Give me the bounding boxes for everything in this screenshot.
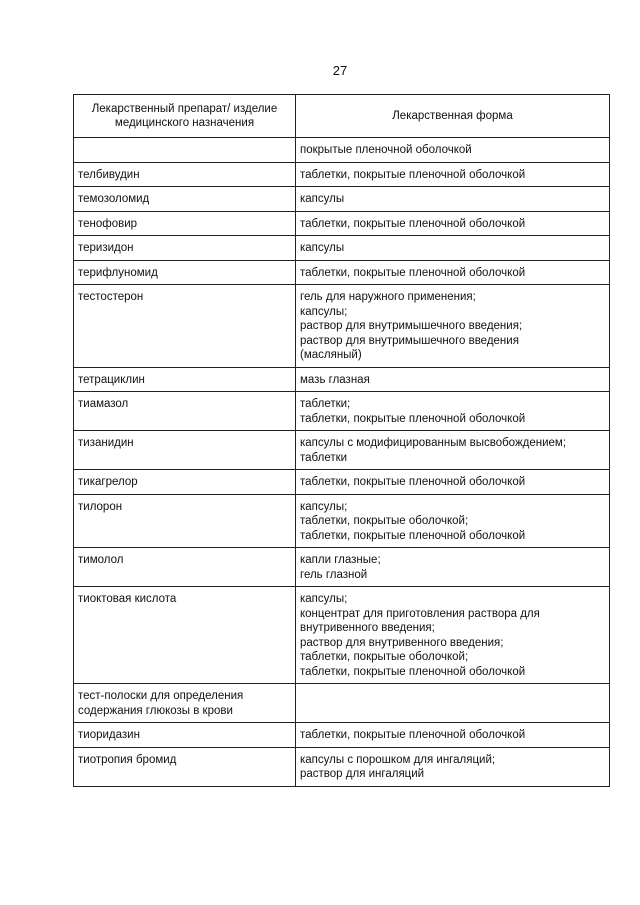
header-dosage-form: Лекарственная форма: [296, 95, 610, 138]
dosage-form-cell: [296, 587, 610, 684]
dosage-form-line: таблетки, покрытые пленочной оболочкой: [300, 476, 526, 488]
dosage-form-line: таблетки, покрытые пленочной оболочкой: [300, 729, 526, 741]
dosage-form-line: покрытые пленочной оболочкой: [300, 144, 472, 156]
dosage-form-line: таблетки, покрытые пленочной оболочкой: [300, 266, 526, 279]
table-header-row: [74, 95, 610, 138]
table-row: [74, 723, 610, 748]
dosage-form-cell: [296, 747, 610, 786]
table-row: [74, 747, 610, 786]
drug-name-cell: тимолол: [74, 548, 296, 587]
dosage-form-line: мазь глазная: [300, 373, 370, 386]
table-row: [74, 470, 610, 495]
dosage-form-cell: [296, 162, 610, 187]
dosage-form-cell: [296, 211, 610, 236]
drug-name-cell: тикагрелор: [74, 470, 296, 495]
drug-name-cell: тетрациклин: [74, 367, 296, 392]
table-row: [74, 392, 610, 431]
drug-name-cell: тиотропия бромид: [74, 747, 296, 786]
table-row: [74, 684, 610, 723]
dosage-form-line: раствор для внутримышечного введения: [300, 334, 519, 347]
dosage-form-line: таблетки;: [300, 398, 351, 410]
drug-name-cell: тенофовир: [74, 211, 296, 236]
table-row: [74, 187, 610, 212]
dosage-form-line: таблетки, покрытые пленочной оболочкой: [300, 665, 526, 678]
dosage-form-line: капсулы;: [300, 500, 348, 513]
dosage-form-line: (масляный): [300, 349, 362, 361]
dosage-form-line: концентрат для приготовления раствора для: [300, 607, 540, 620]
dosage-form-cell: [296, 494, 610, 548]
dosage-form-line: капли глазные;: [300, 554, 381, 566]
table-row: [74, 162, 610, 187]
table-body: [74, 138, 610, 787]
dosage-form-cell: [296, 470, 610, 495]
drug-name-cell: темозоломид: [74, 187, 296, 212]
dosage-form-line: раствор для внутривенного введения;: [300, 636, 504, 649]
page-number: 27: [332, 63, 348, 78]
dosage-form-line: раствор для ингаляций: [300, 768, 425, 780]
drug-name-cell: тиоридазин: [74, 723, 296, 748]
drug-name-cell: тиамазол: [74, 392, 296, 431]
dosage-form-line: капсулы: [300, 193, 345, 205]
dosage-form-line: капсулы: [300, 242, 345, 254]
dosage-form-line: таблетки, покрытые пленочной оболочкой: [300, 412, 526, 425]
dosage-form-line: гель для наружного применения;: [300, 291, 476, 303]
dosage-form-cell: [296, 236, 610, 261]
table-row: [74, 138, 610, 163]
dosage-form-line: гель глазной: [300, 568, 368, 581]
dosage-form-cell: [296, 187, 610, 212]
dosage-form-cell: [296, 138, 610, 163]
dosage-form-line: капсулы;: [300, 305, 348, 318]
dosage-form-cell: [296, 723, 610, 748]
drug-name-cell: теризидон: [74, 236, 296, 261]
table-row: [74, 260, 610, 285]
drug-name-cell: телбивудин: [74, 162, 296, 187]
drug-name-cell: терифлуномид: [74, 260, 296, 285]
dosage-form-cell: [296, 392, 610, 431]
drug-name-cell: тизанидин: [74, 431, 296, 470]
drug-name-cell: тиоктовая кислота: [74, 587, 296, 684]
dosage-form-line: капсулы с модифицированным высвобождением;: [300, 437, 567, 449]
dosage-form-cell: [296, 431, 610, 470]
dosage-form-cell: [296, 260, 610, 285]
table-row: [74, 548, 610, 587]
dosage-form-line: таблетки, покрытые пленочной оболочкой: [300, 168, 526, 181]
table-row: [74, 367, 610, 392]
table-row: [74, 211, 610, 236]
dosage-form-line: таблетки: [300, 451, 348, 464]
drug-name-cell: тилорон: [74, 494, 296, 548]
drug-table: [73, 94, 610, 787]
header-drug-name: Лекарственный препарат/ изделие медицинского назначения: [74, 95, 296, 138]
dosage-form-line: таблетки, покрытые оболочкой;: [300, 515, 469, 527]
table-row: [74, 587, 610, 684]
table-row: [74, 494, 610, 548]
drug-name-cell: [74, 138, 296, 163]
drug-name-cell: тест-полоски для определения содержания глюкозы в крови: [74, 684, 296, 723]
dosage-form-line: внутривенного введения;: [300, 622, 435, 634]
drug-name-cell: тестостерон: [74, 285, 296, 368]
dosage-form-cell: [296, 367, 610, 392]
dosage-form-cell: [296, 285, 610, 368]
dosage-form-line: капсулы с порошком для ингаляций;: [300, 753, 496, 766]
dosage-form-line: таблетки, покрытые пленочной оболочкой: [300, 217, 526, 230]
dosage-form-line: капсулы;: [300, 593, 348, 605]
dosage-form-cell: [296, 548, 610, 587]
dosage-form-cell: [296, 684, 610, 723]
table-row: [74, 431, 610, 470]
dosage-form-line: таблетки, покрытые пленочной оболочкой: [300, 529, 526, 542]
table-row: [74, 236, 610, 261]
dosage-form-line: раствор для внутримышечного введения;: [300, 320, 523, 332]
table-row: [74, 285, 610, 368]
dosage-form-line: таблетки, покрытые оболочкой;: [300, 651, 469, 663]
